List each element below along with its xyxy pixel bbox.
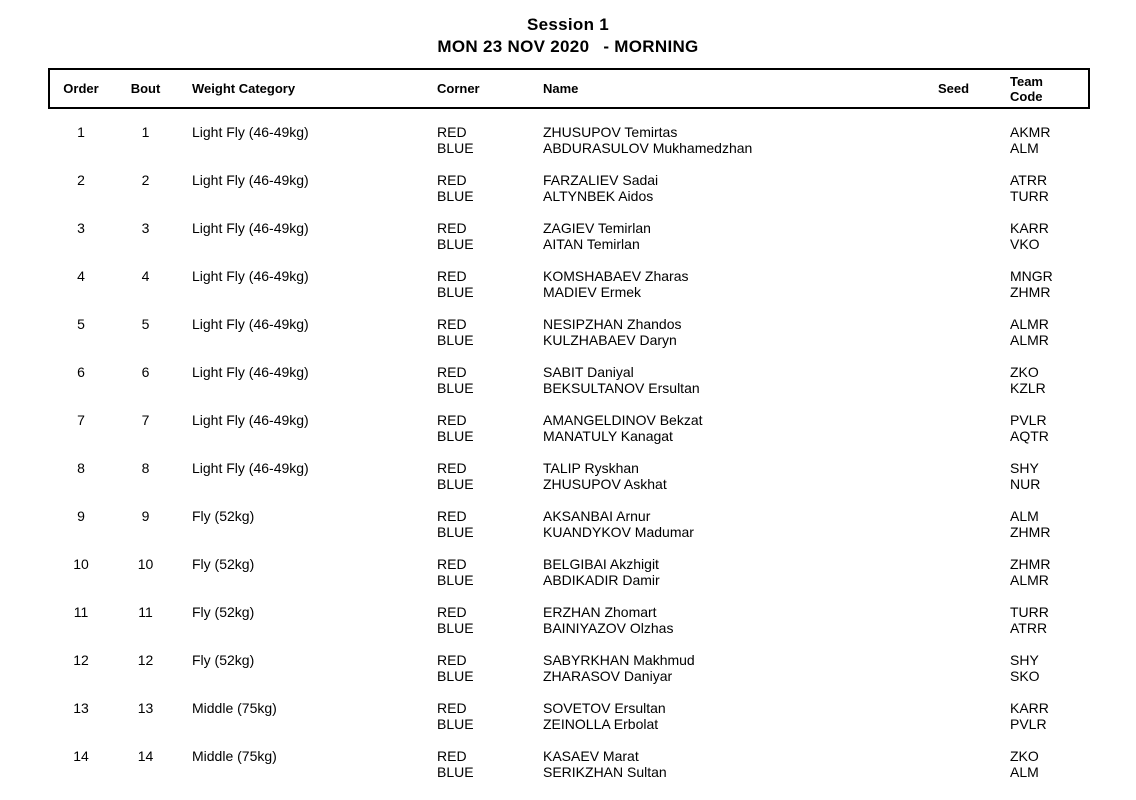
red-seed (938, 700, 1008, 716)
order-value: 4 (77, 268, 85, 284)
blue-team-code: ALMR (1010, 332, 1049, 348)
red-corner-label: RED (437, 556, 467, 572)
order-value: 2 (77, 172, 85, 188)
seed-cell (936, 364, 1008, 396)
blue-seed (938, 572, 1008, 588)
red-boxer-name: ZAGIEV Temirlan (543, 220, 651, 236)
blue-team-code: NUR (1010, 476, 1041, 492)
red-seed (938, 460, 1008, 476)
column-header-name: Name (543, 81, 579, 96)
weight-category: Light Fly (46-49kg) (192, 460, 309, 476)
bout-row (48, 508, 1088, 540)
corner-cell (433, 652, 541, 684)
bout-number: 12 (137, 652, 154, 668)
team-code-cell (1008, 124, 1088, 156)
red-corner-label: RED (437, 220, 467, 236)
bout-row (48, 652, 1088, 684)
blue-boxer-name: ABDIKADIR Damir (543, 572, 660, 588)
team-code-cell (1008, 364, 1088, 396)
blue-team-code: KZLR (1010, 380, 1046, 396)
order-value: 11 (73, 604, 89, 620)
team-code-cell (1008, 172, 1088, 204)
blue-team-code: AQTR (1010, 428, 1049, 444)
red-team-code: AKMR (1010, 124, 1051, 140)
blue-boxer-name: AITAN Temirlan (543, 236, 640, 252)
seed-cell (936, 652, 1008, 684)
order-value: 14 (73, 748, 89, 764)
weight-category: Light Fly (46-49kg) (192, 364, 309, 380)
blue-seed (938, 524, 1008, 540)
blue-corner-label: BLUE (437, 716, 474, 732)
weight-category: Light Fly (46-49kg) (192, 124, 309, 140)
bout-number: 8 (141, 460, 150, 476)
blue-boxer-name: MANATULY Kanagat (543, 428, 673, 444)
session-title: Session 1 (526, 15, 610, 34)
corner-cell (433, 220, 541, 252)
red-seed (938, 748, 1008, 764)
blue-corner-label: BLUE (437, 140, 474, 156)
blue-boxer-name: MADIEV Ermek (543, 284, 642, 300)
bout-number: 10 (137, 556, 154, 572)
bout-number: 2 (141, 172, 150, 188)
blue-corner-label: BLUE (437, 572, 474, 588)
blue-team-code: TURR (1010, 188, 1049, 204)
blue-boxer-name: BAINIYAZOV Olzhas (543, 620, 674, 636)
blue-seed (938, 620, 1008, 636)
seed-cell (936, 268, 1008, 300)
red-corner-label: RED (437, 652, 467, 668)
red-boxer-name: ERZHAN Zhomart (543, 604, 657, 620)
red-team-code: MNGR (1010, 268, 1053, 284)
blue-corner-label: BLUE (437, 332, 474, 348)
red-seed (938, 412, 1008, 428)
name-cell (541, 700, 936, 732)
blue-boxer-name: BEKSULTANOV Ersultan (543, 380, 700, 396)
red-corner-label: RED (437, 460, 467, 476)
team-code-cell (1008, 700, 1088, 732)
bout-number: 14 (137, 748, 154, 764)
order-value: 3 (77, 220, 85, 236)
bout-number: 9 (141, 508, 150, 524)
red-corner-label: RED (437, 268, 467, 284)
blue-team-code: ALM (1010, 764, 1039, 780)
red-boxer-name: AMANGELDINOV Bekzat (543, 412, 703, 428)
blue-boxer-name: ZEINOLLA Erbolat (543, 716, 659, 732)
team-code-cell (1008, 460, 1088, 492)
session-date-line (0, 36, 1136, 58)
weight-category: Fly (52kg) (192, 508, 255, 524)
red-seed (938, 508, 1008, 524)
seed-cell (936, 508, 1008, 540)
team-code-cell (1008, 316, 1088, 348)
blue-corner-label: BLUE (437, 236, 474, 252)
order-value: 7 (77, 412, 85, 428)
weight-category: Middle (75kg) (192, 748, 277, 764)
red-seed (938, 124, 1008, 140)
name-cell (541, 220, 936, 252)
blue-seed (938, 188, 1008, 204)
weight-category: Fly (52kg) (192, 652, 255, 668)
red-boxer-name: AKSANBAI Arnur (543, 508, 651, 524)
blue-corner-label: BLUE (437, 188, 474, 204)
red-corner-label: RED (437, 316, 467, 332)
corner-cell (433, 700, 541, 732)
seed-cell (936, 556, 1008, 588)
bout-number: 11 (138, 604, 153, 620)
name-cell (541, 508, 936, 540)
bout-number: 1 (141, 124, 150, 140)
corner-cell (433, 556, 541, 588)
bout-row (48, 700, 1088, 732)
seed-cell (936, 460, 1008, 492)
team-code-cell (1008, 268, 1088, 300)
blue-corner-label: BLUE (437, 668, 474, 684)
red-boxer-name: SOVETOV Ersultan (543, 700, 666, 716)
red-boxer-name: ZHUSUPOV Temirtas (543, 124, 678, 140)
blue-seed (938, 668, 1008, 684)
weight-category: Light Fly (46-49kg) (192, 316, 309, 332)
document-title-block (0, 14, 1136, 58)
bout-number: 7 (141, 412, 150, 428)
corner-cell (433, 604, 541, 636)
red-corner-label: RED (437, 604, 467, 620)
corner-cell (433, 412, 541, 444)
red-team-code: ZKO (1010, 364, 1039, 380)
seed-cell (936, 604, 1008, 636)
red-seed (938, 316, 1008, 332)
bout-row (48, 172, 1088, 204)
weight-category: Fly (52kg) (192, 556, 255, 572)
column-header-bout: Bout (130, 81, 161, 96)
blue-corner-label: BLUE (437, 620, 474, 636)
seed-cell (936, 220, 1008, 252)
corner-cell (433, 748, 541, 780)
blue-seed (938, 764, 1008, 780)
red-team-code: TURR (1010, 604, 1049, 620)
name-cell (541, 268, 936, 300)
blue-seed (938, 716, 1008, 732)
team-code-cell (1008, 556, 1088, 588)
weight-category: Light Fly (46-49kg) (192, 220, 309, 236)
blue-team-code: ALM (1010, 140, 1039, 156)
bout-row (48, 460, 1088, 492)
red-corner-label: RED (437, 700, 467, 716)
red-seed (938, 268, 1008, 284)
session-date: MON 23 NOV 2020 (437, 37, 590, 56)
column-header-seed: Seed (938, 81, 970, 96)
blue-corner-label: BLUE (437, 428, 474, 444)
weight-category: Fly (52kg) (192, 604, 255, 620)
weight-category: Light Fly (46-49kg) (192, 172, 309, 188)
blue-seed (938, 284, 1008, 300)
red-team-code: SHY (1010, 460, 1039, 476)
blue-seed (938, 476, 1008, 492)
blue-team-code: SKO (1010, 668, 1040, 684)
team-code-cell (1008, 220, 1088, 252)
blue-boxer-name: ALTYNBEK Aidos (543, 188, 654, 204)
red-team-code: KARR (1010, 220, 1049, 236)
red-corner-label: RED (437, 124, 467, 140)
corner-cell (433, 364, 541, 396)
corner-cell (433, 124, 541, 156)
red-seed (938, 364, 1008, 380)
red-seed (938, 652, 1008, 668)
bout-row (48, 220, 1088, 252)
corner-cell (433, 172, 541, 204)
blue-boxer-name: ABDURASULOV Mukhamedzhan (543, 140, 753, 156)
blue-boxer-name: KULZHABAEV Daryn (543, 332, 677, 348)
red-seed (938, 220, 1008, 236)
blue-team-code: ZHMR (1010, 524, 1051, 540)
red-boxer-name: KOMSHABAEV Zharas (543, 268, 689, 284)
blue-boxer-name: SERIKZHAN Sultan (543, 764, 667, 780)
blue-team-code: VKO (1010, 236, 1040, 252)
order-value: 5 (77, 316, 85, 332)
red-corner-label: RED (437, 412, 467, 428)
red-boxer-name: SABIT Daniyal (543, 364, 634, 380)
table-header-row (48, 68, 1088, 109)
blue-boxer-name: ZHUSUPOV Askhat (543, 476, 667, 492)
corner-cell (433, 316, 541, 348)
bout-number: 5 (141, 316, 150, 332)
name-cell (541, 172, 936, 204)
red-team-code: SHY (1010, 652, 1039, 668)
seed-cell (936, 316, 1008, 348)
red-team-code: ALM (1010, 508, 1039, 524)
red-corner-label: RED (437, 748, 467, 764)
name-cell (541, 652, 936, 684)
red-boxer-name: BELGIBAI Akzhigit (543, 556, 659, 572)
corner-cell (433, 508, 541, 540)
red-boxer-name: SABYRKHAN Makhmud (543, 652, 695, 668)
column-header-order: Order (63, 81, 99, 96)
corner-cell (433, 460, 541, 492)
blue-corner-label: BLUE (437, 380, 474, 396)
blue-team-code: ATRR (1010, 620, 1048, 636)
blue-team-code: ALMR (1010, 572, 1049, 588)
bout-row (48, 412, 1088, 444)
column-header-weight-category: Weight Category (192, 81, 296, 96)
bout-row (48, 748, 1088, 780)
red-boxer-name: TALIP Ryskhan (543, 460, 639, 476)
blue-team-code: PVLR (1010, 716, 1047, 732)
order-value: 1 (77, 124, 85, 140)
seed-cell (936, 172, 1008, 204)
red-boxer-name: KASAEV Marat (543, 748, 639, 764)
bout-row (48, 124, 1088, 156)
team-code-cell (1008, 652, 1088, 684)
order-value: 10 (73, 556, 89, 572)
weight-category: Middle (75kg) (192, 700, 277, 716)
blue-seed (938, 380, 1008, 396)
blue-team-code: ZHMR (1010, 284, 1051, 300)
bout-row (48, 604, 1088, 636)
red-team-code: ZKO (1010, 748, 1039, 764)
column-header-team-code: Team Code (1010, 73, 1043, 104)
corner-cell (433, 268, 541, 300)
red-corner-label: RED (437, 364, 467, 380)
order-value: 9 (77, 508, 85, 524)
blue-seed (938, 140, 1008, 156)
bout-number: 3 (141, 220, 150, 236)
bout-row (48, 556, 1088, 588)
red-seed (938, 556, 1008, 572)
blue-seed (938, 236, 1008, 252)
blue-corner-label: BLUE (437, 524, 474, 540)
red-team-code: KARR (1010, 700, 1049, 716)
seed-cell (936, 748, 1008, 780)
name-cell (541, 604, 936, 636)
team-code-cell (1008, 412, 1088, 444)
name-cell (541, 124, 936, 156)
red-corner-label: RED (437, 508, 467, 524)
order-value: 12 (73, 652, 89, 668)
blue-boxer-name: KUANDYKOV Madumar (543, 524, 694, 540)
team-code-cell (1008, 604, 1088, 636)
name-cell (541, 364, 936, 396)
red-corner-label: RED (437, 172, 467, 188)
blue-seed (938, 332, 1008, 348)
blue-boxer-name: ZHARASOV Daniyar (543, 668, 673, 684)
team-code-cell (1008, 508, 1088, 540)
bout-row (48, 268, 1088, 300)
red-seed (938, 172, 1008, 188)
seed-cell (936, 700, 1008, 732)
blue-corner-label: BLUE (437, 764, 474, 780)
name-cell (541, 412, 936, 444)
order-value: 8 (77, 460, 85, 476)
name-cell (541, 556, 936, 588)
red-team-code: PVLR (1010, 412, 1047, 428)
order-value: 6 (77, 364, 85, 380)
weight-category: Light Fly (46-49kg) (192, 412, 309, 428)
seed-cell (936, 412, 1008, 444)
session-daypart: - MORNING (603, 37, 699, 56)
order-value: 13 (73, 700, 89, 716)
red-team-code: ZHMR (1010, 556, 1051, 572)
column-header-corner: Corner (437, 81, 480, 96)
bout-list (48, 124, 1088, 796)
name-cell (541, 748, 936, 780)
bout-number: 13 (137, 700, 154, 716)
name-cell (541, 316, 936, 348)
name-cell (541, 460, 936, 492)
red-seed (938, 604, 1008, 620)
bout-number: 4 (141, 268, 150, 284)
bout-number: 6 (141, 364, 150, 380)
red-boxer-name: FARZALIEV Sadai (543, 172, 659, 188)
blue-seed (938, 428, 1008, 444)
red-team-code: ATRR (1010, 172, 1048, 188)
bout-row (48, 364, 1088, 396)
team-code-cell (1008, 748, 1088, 780)
red-boxer-name: NESIPZHAN Zhandos (543, 316, 682, 332)
red-team-code: ALMR (1010, 316, 1049, 332)
weight-category: Light Fly (46-49kg) (192, 268, 309, 284)
bout-row (48, 316, 1088, 348)
seed-cell (936, 124, 1008, 156)
blue-corner-label: BLUE (437, 284, 474, 300)
blue-corner-label: BLUE (437, 476, 474, 492)
